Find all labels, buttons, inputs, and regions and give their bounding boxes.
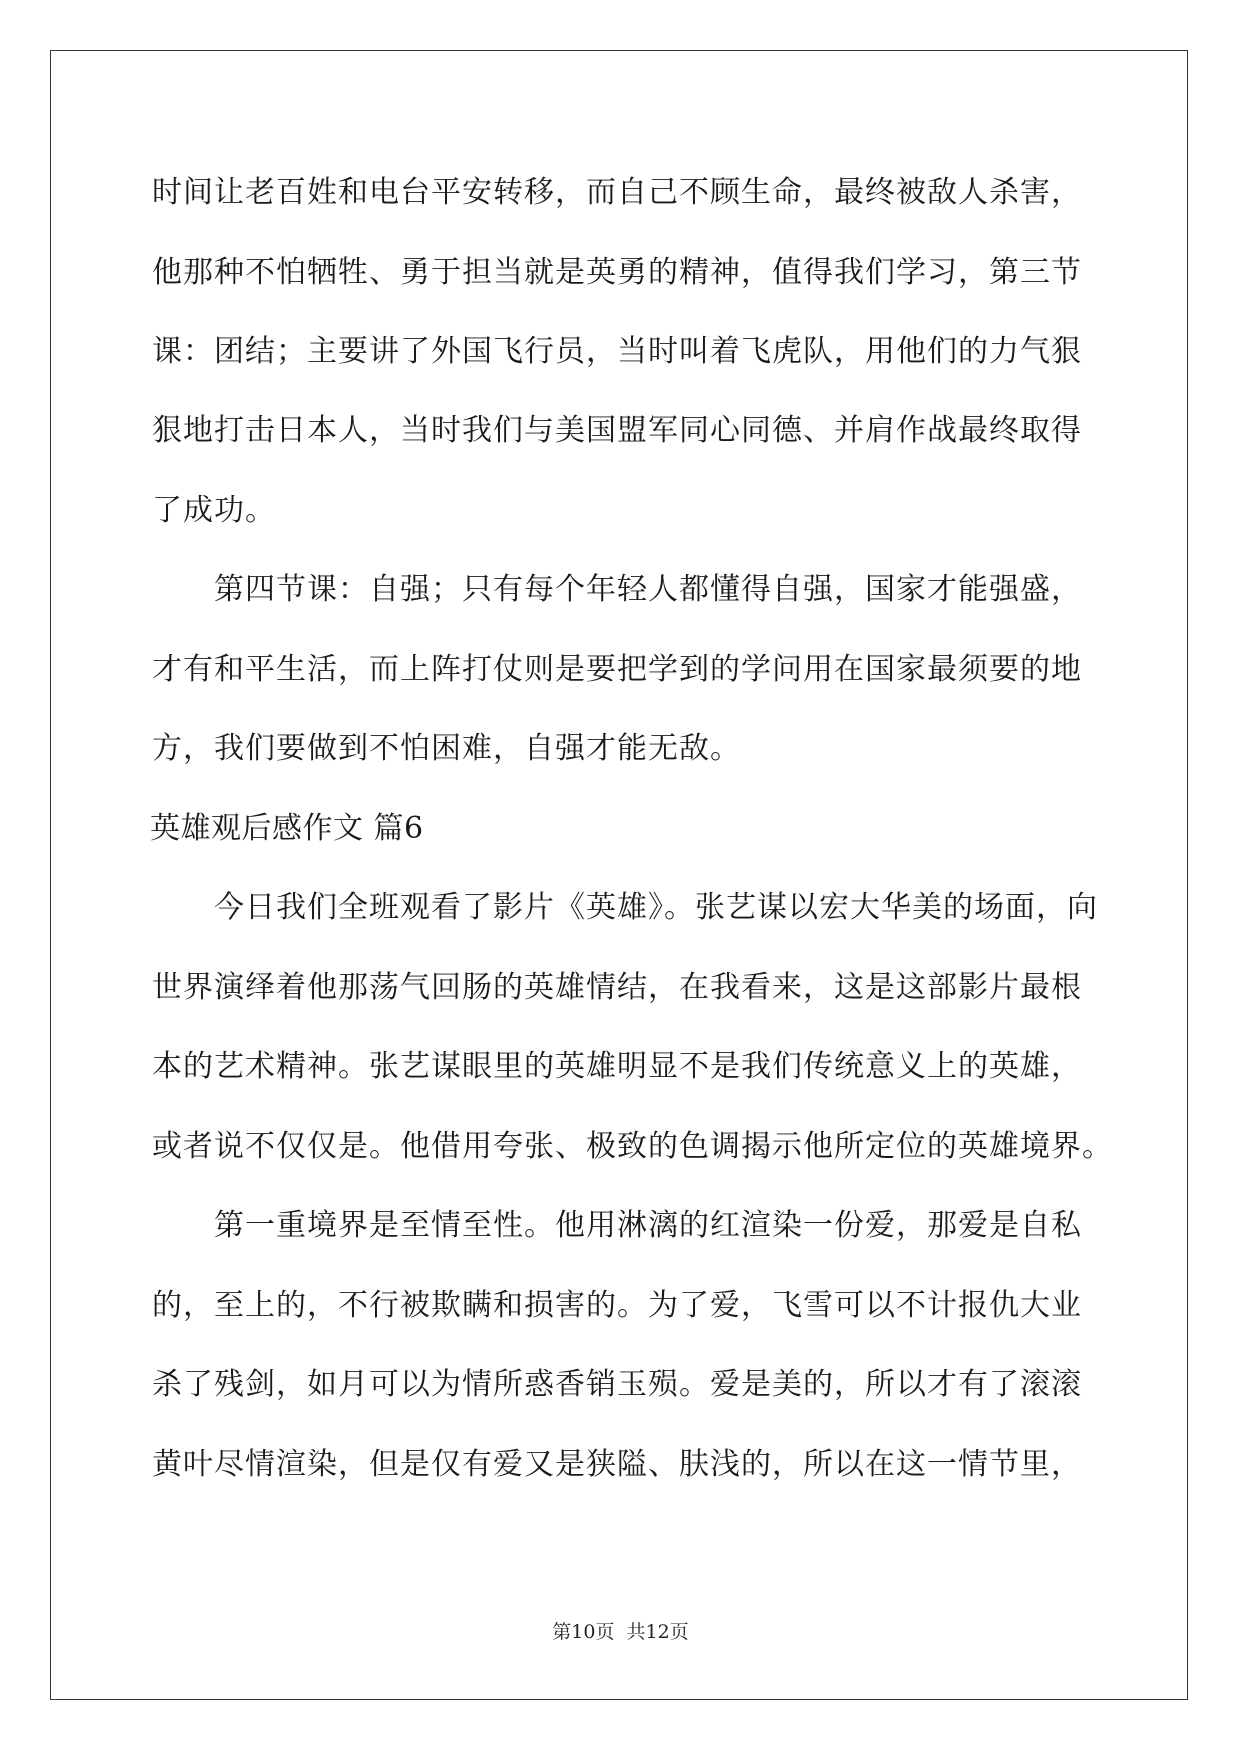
body-line: 第四节课：自强；只有每个年轻人都懂得自强，国家才能强盛，	[214, 572, 1082, 607]
body-line: 才有和平生活，而上阵打仗则是要把学到的学问用在国家最须要的地	[152, 652, 1082, 687]
page-total: 共12页	[626, 1621, 689, 1643]
body-line: 时间让老百姓和电台平安转移，而自己不顾生命，最终被敌人杀害，	[152, 175, 1082, 210]
body-line: 第一重境界是至情至性。他用淋漓的红渲染一份爱，那爱是自私	[214, 1208, 1082, 1243]
page-number: 第10页	[552, 1621, 615, 1643]
section-heading: 英雄观后感作文 篇6	[150, 811, 424, 846]
body-line: 方，我们要做到不怕困难，自强才能无敌。	[152, 731, 741, 766]
body-line: 他那种不怕牺牲、勇于担当就是英勇的精神，值得我们学习，第三节	[152, 255, 1082, 290]
body-line: 的，至上的，不行被欺瞒和损害的。为了爱，飞雪可以不计报仇大业	[152, 1288, 1082, 1323]
body-line: 杀了残剑，如月可以为情所惑香销玉殒。爱是美的，所以才有了滚滚	[152, 1367, 1082, 1402]
body-line: 课：团结；主要讲了外国飞行员，当时叫着飞虎队，用他们的力气狠	[152, 334, 1082, 369]
page-footer	[0, 1620, 1241, 1644]
body-line: 世界演绎着他那荡气回肠的英雄情结，在我看来，这是这部影片最根	[152, 970, 1082, 1005]
body-line: 了成功。	[152, 493, 276, 528]
body-line: 或者说不仅仅是。他借用夸张、极致的色调揭示他所定位的英雄境界。	[152, 1129, 1113, 1164]
body-line: 今日我们全班观看了影片《英雄》。张艺谋以宏大华美的场面，向	[214, 890, 1098, 925]
body-line: 黄叶尽情渲染，但是仅有爱又是狭隘、肤浅的，所以在这一情节里，	[152, 1447, 1082, 1482]
body-line: 本的艺术精神。张艺谋眼里的英雄明显不是我们传统意义上的英雄，	[152, 1049, 1082, 1084]
body-line: 狠地打击日本人，当时我们与美国盟军同心同德、并肩作战最终取得	[152, 413, 1082, 448]
